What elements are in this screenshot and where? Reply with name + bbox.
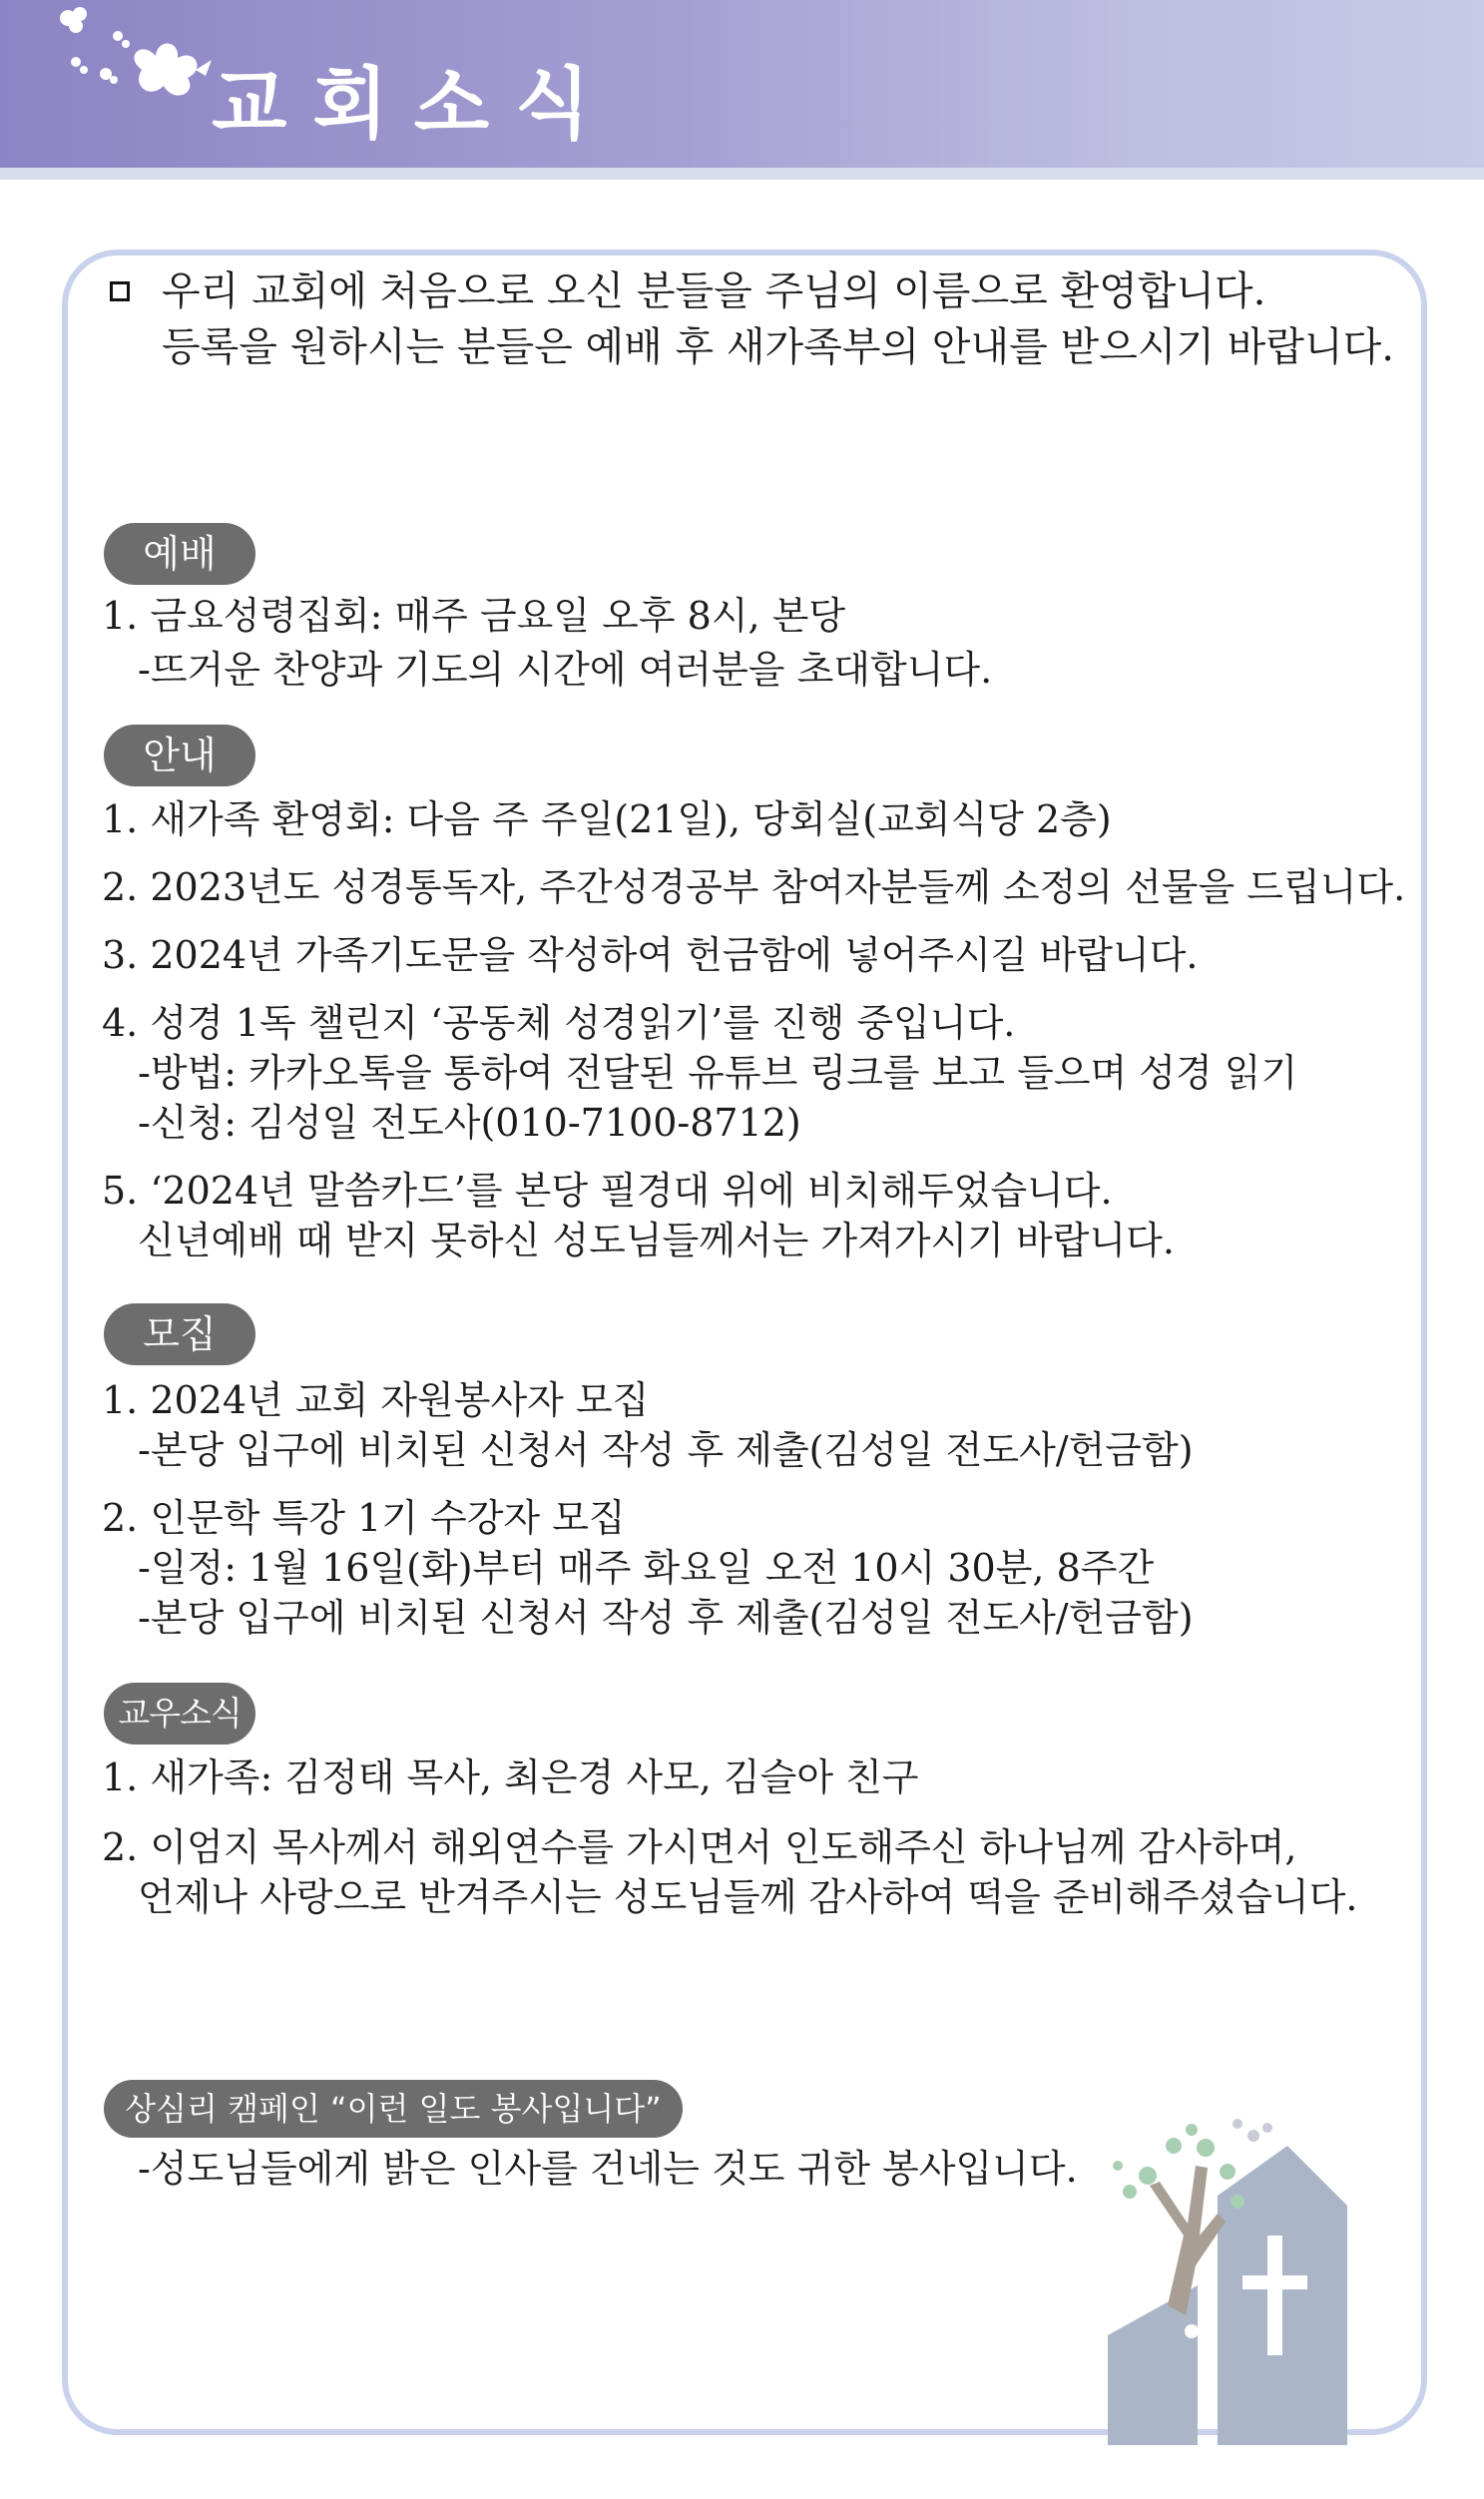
guide-line: 1. 새가족 환영회: 다음 주 주일(21일), 당회실(교회식당 2층) xyxy=(102,797,1112,841)
section-label-recruit: 모집 xyxy=(104,1303,255,1365)
guide-line: 5. ‘2024년 말씀카드’를 본당 필경대 위에 비치해두었습니다. xyxy=(102,1169,1113,1213)
section-label-campaign: 상심리 캠페인 “이런 일도 봉사입니다” xyxy=(104,2080,683,2138)
flower-sparkle-icon xyxy=(46,0,216,130)
recruit-line: -본당 입구에 비치된 신청서 작성 후 제출(김성일 전도사/헌금함) xyxy=(138,1596,1194,1640)
guide-line: -신청: 김성일 전도사(010-7100-8712) xyxy=(138,1101,801,1145)
recruit-line: 2. 인문학 특강 1기 수강자 모집 xyxy=(102,1496,626,1540)
recruit-line: 1. 2024년 교회 자원봉사자 모집 xyxy=(102,1378,650,1422)
guide-line: -방법: 카카오톡을 통하여 전달된 유튜브 링크를 보고 들으며 성경 읽기 xyxy=(138,1051,1298,1095)
checkbox-icon xyxy=(110,281,130,301)
header-banner xyxy=(0,0,1484,168)
section-label-guide: 안내 xyxy=(104,725,255,786)
church-tree-icon xyxy=(1088,2106,1417,2445)
page-title: 교회소식 xyxy=(212,60,617,150)
recruit-line: -일정: 1월 16일(화)부터 매주 화요일 오전 10시 30분, 8주간 xyxy=(138,1546,1155,1590)
recruit-line: -본당 입구에 비치된 신청서 작성 후 제출(김성일 전도사/헌금함) xyxy=(138,1428,1194,1472)
worship-line: 1. 금요성령집회: 매주 금요일 오후 8시, 본당 xyxy=(102,594,846,638)
guide-line: 3. 2024년 가족기도문을 작성하여 헌금함에 넣어주시길 바랍니다. xyxy=(102,933,1199,977)
section-label-worship: 예배 xyxy=(104,523,255,585)
members-line: 2. 이엄지 목사께서 해외연수를 가시면서 인도해주신 하나님께 감사하며, xyxy=(102,1825,1297,1869)
welcome-line-1: 우리 교회에 처음으로 오신 분들을 주님의 이름으로 환영합니다. xyxy=(162,268,1266,314)
campaign-line: -성도님들에게 밝은 인사를 건네는 것도 귀한 봉사입니다. xyxy=(138,2147,1078,2191)
header-divider xyxy=(0,168,1484,180)
worship-line: -뜨거운 찬양과 기도의 시간에 여러분을 초대합니다. xyxy=(138,648,993,692)
section-label-members: 교우소식 xyxy=(104,1683,255,1745)
members-line: 언제나 사랑으로 반겨주시는 성도님들께 감사하여 떡을 준비해주셨습니다. xyxy=(138,1875,1358,1919)
welcome-line-2: 등록을 원하시는 분들은 예배 후 새가족부의 안내를 받으시기 바랍니다. xyxy=(162,324,1394,370)
guide-line: 4. 성경 1독 챌린지 ‘공동체 성경읽기’를 진행 중입니다. xyxy=(102,1001,1016,1045)
guide-line: 2. 2023년도 성경통독자, 주간성경공부 참여자분들께 소정의 선물을 드립니다. xyxy=(102,865,1406,909)
members-line: 1. 새가족: 김정태 목사, 최은경 사모, 김슬아 친구 xyxy=(102,1755,919,1799)
guide-line: 신년예배 때 받지 못하신 성도님들께서는 가져가시기 바랍니다. xyxy=(138,1219,1175,1262)
